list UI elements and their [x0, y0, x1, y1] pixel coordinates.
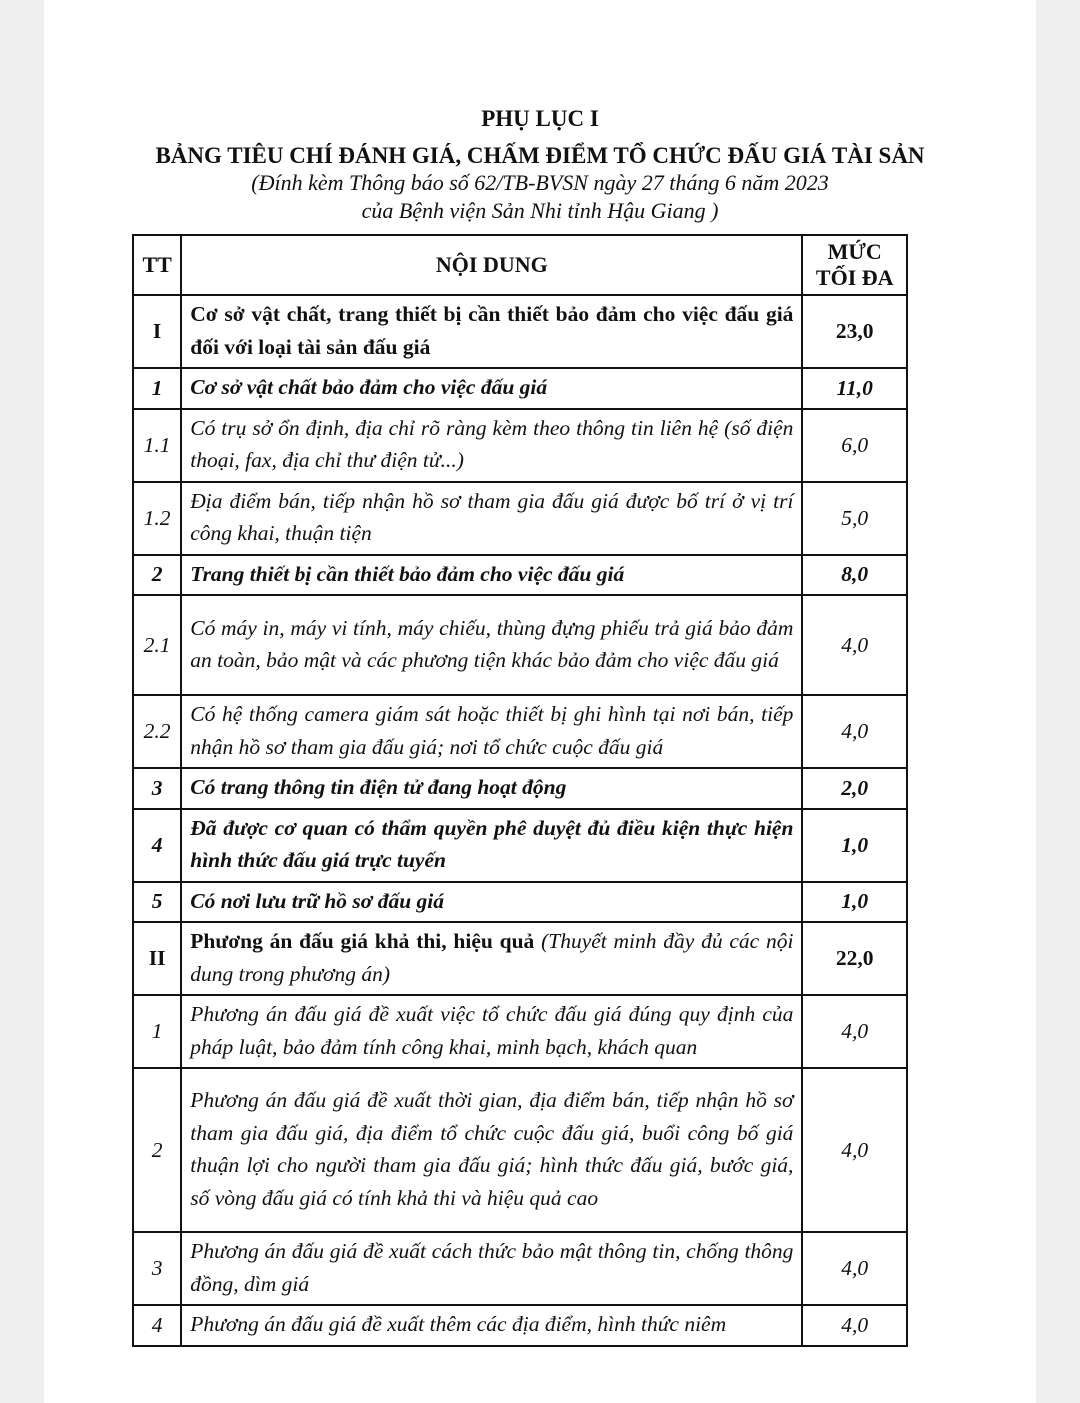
row-content: Có trang thông tin điện tử đang hoạt động — [190, 775, 567, 799]
row-max-score: 11,0 — [802, 368, 907, 409]
row-content-cell — [181, 995, 802, 1068]
row-max-score: 4,0 — [802, 1068, 907, 1232]
table-row — [133, 409, 907, 482]
row-content: Có nơi lưu trữ hồ sơ đấu giá — [190, 888, 444, 913]
row-number: 1.2 — [133, 482, 181, 555]
appendix-title: PHỤ LỤC I — [481, 106, 599, 131]
row-max-score: 4,0 — [802, 1232, 907, 1305]
row-content: Phương án đấu giá đề xuất việc tổ chức đấu giá đúng quy định của pháp luật, bảo đảm tính công khai, minh bạch, khách quan — [190, 1002, 794, 1059]
column-header-max-line2: TỐI ĐA — [815, 265, 894, 290]
row-content-wrapper — [182, 483, 801, 554]
row-content-cell — [181, 882, 802, 923]
criteria-table — [132, 234, 908, 1347]
row-content-cell — [181, 555, 802, 596]
table-row — [133, 1305, 907, 1346]
row-max-score: 4,0 — [802, 595, 907, 695]
row-content-wrapper — [182, 1233, 801, 1304]
row-content-note: (Thuyết minh đầy đủ các nội dung trong phương án) — [190, 929, 794, 986]
row-content-wrapper — [182, 1082, 801, 1218]
column-header-max-score — [802, 235, 907, 295]
row-content-wrapper — [182, 369, 801, 408]
row-content-wrapper — [182, 610, 801, 681]
row-content-cell — [181, 595, 802, 695]
attachment-note-line1: (Đính kèm Thông báo số 62/TB-BVSN ngày 27 tháng 6 năm 2023 — [251, 170, 829, 195]
row-content-cell — [181, 409, 802, 482]
row-number: 2 — [133, 555, 181, 596]
row-number: 2.1 — [133, 595, 181, 695]
row-content: Phương án đấu giá đề xuất cách thức bảo mật thông tin, chống thông đồng, dìm giá — [190, 1239, 794, 1296]
row-content: Có trụ sở ổn định, địa chỉ rõ ràng kèm theo thông tin liên hệ (số điện thoại, fax, địa chỉ thư điện tử...) — [190, 415, 794, 472]
row-content-wrapper — [182, 1306, 801, 1345]
row-content: Có máy in, máy vi tính, máy chiếu, thùng đựng phiếu trả giá bảo đảm an toàn, bảo mật và các phương tiện khác bảo đảm cho việc đấu giá — [190, 615, 794, 672]
table-row — [133, 768, 907, 809]
column-header-tt: TT — [133, 235, 181, 295]
row-content: Phương án đấu giá đề xuất thêm các địa điểm, hình thức niêm — [190, 1312, 727, 1336]
table-row — [133, 368, 907, 409]
table-row — [133, 882, 907, 923]
row-max-score: 2,0 — [802, 768, 907, 809]
row-content-wrapper — [182, 410, 801, 481]
row-content: Đã được cơ quan có thẩm quyền phê duyệt đủ điều kiện thực hiện hình thức đấu giá trực tuyến — [190, 815, 794, 872]
row-number: II — [133, 922, 181, 995]
table-row — [133, 595, 907, 695]
row-content-wrapper — [182, 696, 801, 767]
row-content-wrapper — [182, 996, 801, 1067]
row-content: Địa điểm bán, tiếp nhận hồ sơ tham gia đấu giá được bố trí ở vị trí công khai, thuận tiện — [190, 488, 794, 545]
row-content-cell — [181, 768, 802, 809]
row-number: 1 — [133, 995, 181, 1068]
row-max-score: 1,0 — [802, 882, 907, 923]
table-row — [133, 809, 907, 882]
row-content-wrapper — [182, 923, 801, 994]
row-max-score: 4,0 — [802, 995, 907, 1068]
row-content-cell — [181, 1232, 802, 1305]
row-content: Cơ sở vật chất bảo đảm cho việc đấu giá — [190, 375, 548, 399]
row-content-wrapper — [182, 769, 801, 808]
row-max-score: 4,0 — [802, 695, 907, 768]
row-content-wrapper — [182, 883, 801, 922]
row-content-cell — [181, 1068, 802, 1232]
row-content: Phương án đấu giá khả thi, hiệu quả — [190, 929, 535, 953]
row-content-wrapper — [182, 556, 801, 595]
column-header-max-line1: MỨC — [827, 239, 882, 264]
table-row — [133, 922, 907, 995]
row-number: 2 — [133, 1068, 181, 1232]
row-content-cell — [181, 295, 802, 368]
row-content-cell — [181, 482, 802, 555]
table-row — [133, 295, 907, 368]
row-content-wrapper — [182, 296, 801, 367]
row-content-wrapper — [182, 810, 801, 881]
table-body — [133, 295, 907, 1346]
row-number: 3 — [133, 1232, 181, 1305]
document-subtitle: BẢNG TIÊU CHÍ ĐÁNH GIÁ, CHẤM ĐIỂM TỔ CHỨC ĐẤU GIÁ TÀI SẢN — [155, 143, 925, 168]
table-header-row — [133, 235, 907, 295]
row-content: Phương án đấu giá đề xuất thời gian, địa điểm bán, tiếp nhận hồ sơ tham gia đấu giá, địa điểm tổ chức cuộc đấu giá, buổi công bố giá thuận lợi cho người tham gia đấu giá; hình thức đấu giá, bước giá, số vòng đấu giá có tính khả thi và hiệu quả cao — [190, 1088, 794, 1210]
row-number: I — [133, 295, 181, 368]
attachment-note-line2: của Bệnh viện Sản Nhi tỉnh Hậu Giang ) — [361, 198, 719, 223]
row-content-cell — [181, 1305, 802, 1346]
table-row — [133, 555, 907, 596]
row-max-score: 23,0 — [802, 295, 907, 368]
row-number: 4 — [133, 809, 181, 882]
row-content-cell — [181, 368, 802, 409]
row-max-score: 8,0 — [802, 555, 907, 596]
table-row — [133, 695, 907, 768]
table-row — [133, 1232, 907, 1305]
row-max-score: 4,0 — [802, 1305, 907, 1346]
row-max-score: 1,0 — [802, 809, 907, 882]
row-number: 5 — [133, 882, 181, 923]
row-content-cell — [181, 695, 802, 768]
row-max-score: 6,0 — [802, 409, 907, 482]
table-row — [133, 1068, 907, 1232]
table-row — [133, 995, 907, 1068]
row-content: Cơ sở vật chất, trang thiết bị cần thiết bảo đảm cho việc đấu giá đối với loại tài sản đấu giá — [190, 302, 794, 359]
row-number: 1 — [133, 368, 181, 409]
row-content: Có hệ thống camera giám sát hoặc thiết bị ghi hình tại nơi bán, tiếp nhận hồ sơ tham gia đấu giá; nơi tổ chức cuộc đấu giá — [190, 702, 794, 759]
row-number: 2.2 — [133, 695, 181, 768]
table-row — [133, 482, 907, 555]
row-content-cell — [181, 809, 802, 882]
column-header-content: NỘI DUNG — [181, 235, 802, 295]
row-number: 4 — [133, 1305, 181, 1346]
row-number: 3 — [133, 768, 181, 809]
row-content: Trang thiết bị cần thiết bảo đảm cho việc đấu giá — [190, 561, 625, 586]
row-max-score: 5,0 — [802, 482, 907, 555]
row-content-cell — [181, 922, 802, 995]
row-max-score: 22,0 — [802, 922, 907, 995]
row-number: 1.1 — [133, 409, 181, 482]
